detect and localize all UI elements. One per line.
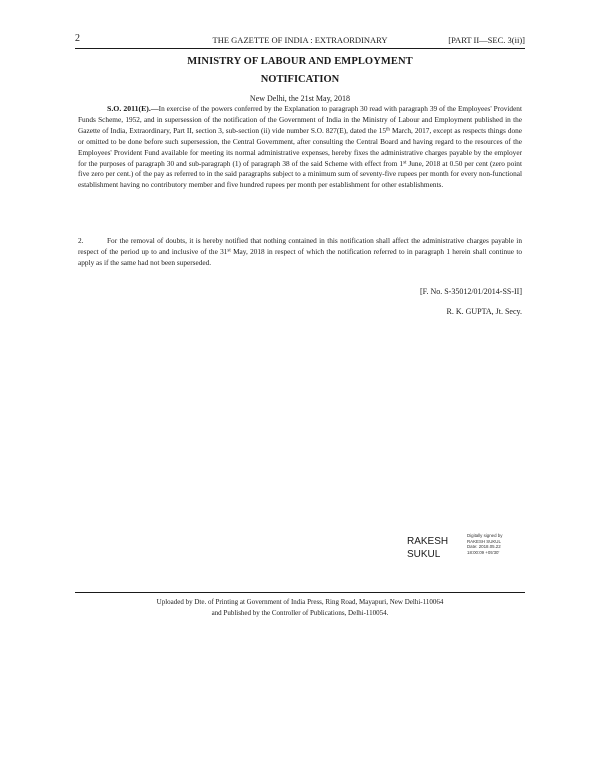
- signature-info-line: Digitally signed by: [467, 533, 503, 538]
- paragraph-2-text-a: For the removal of doubts, it is hereby notified that nothing contained in this notification shall affect the administrative charges payable in respect of the period up to and inclusive of the 31: [78, 236, 522, 256]
- paragraph-1: [78, 104, 522, 191]
- digital-signature-name: [407, 535, 448, 561]
- footer-line-1: Uploaded by Dte. of Printing at Government of India Press, Ring Road, Mayapuri, New Delhi-110064: [156, 598, 444, 606]
- signature-info-line: Date: 2018.05.22: [467, 544, 501, 550]
- signature-name-line-2: SUKUL: [407, 549, 441, 560]
- signature-name-line-1: RAKESH: [407, 536, 449, 547]
- header-rule: [75, 48, 525, 49]
- page-number: 2: [75, 33, 80, 44]
- superscript-st: st: [227, 248, 231, 254]
- gazette-title: THE GAZETTE OF INDIA : EXTRAORDINARY: [212, 35, 388, 45]
- page-footer: [0, 597, 600, 618]
- paragraph-2: [78, 236, 522, 269]
- paragraph-2-text-b: May, 2018 in respect of which the notification referred to in paragraph 1 herein shall continue to apply as if the same had not been superseded.: [78, 246, 523, 267]
- page-header: [75, 33, 525, 47]
- file-reference: [F. No. S-35012/01/2014-SS-II]: [419, 287, 522, 296]
- notification-heading: NOTIFICATION: [260, 74, 340, 85]
- footer-line-2: and Published by the Controller of Publications, Delhi-110054.: [211, 608, 389, 617]
- gazette-part: [PART II—SEC. 3(ii)]: [448, 35, 525, 45]
- place-date: New Delhi, the 21st May, 2018: [249, 94, 351, 103]
- signatory: R. K. GUPTA, Jt. Secy.: [446, 307, 522, 316]
- signature-info-line: RAKESH SUKUL: [467, 538, 501, 544]
- paragraph-1-text-a: In exercise of the powers conferred by the Explanation to paragraph 30 read with paragraph 39 of the Employees' Provident Funds Scheme, 1952, and in supersession of the notification of the Government of India in the Ministry of Labour and Employment published in the Gazette of India, Extraordinary, Part II, section 3, sub-section (ii) vide number S.O. 827(E), dated the 15: [78, 104, 522, 135]
- superscript-st: st: [403, 159, 407, 165]
- digital-signature-info: [467, 533, 502, 555]
- footer-rule: [75, 592, 525, 593]
- so-number: S.O. 2011(E).—: [107, 104, 159, 113]
- superscript-th: th: [386, 127, 390, 133]
- paragraph-2-number: 2.: [78, 236, 84, 245]
- ministry-heading: MINISTRY OF LABOUR AND EMPLOYMENT: [187, 56, 413, 67]
- paragraph-1-text-b: March, 2017, except as respects things done or omitted to be done before such supersession, the Central Government, after consulting the Central Board and having regard to the resources of the Employees' Provident Fund available for meeting its normal administrative expenses, hereby fixes the administrative charges payable by the employer for the purposes of paragraph 30 and sub-paragraph (1) of paragraph 38 of the said Scheme with effect from 1: [78, 125, 523, 168]
- signature-info-line: 18:00:09 +05'30': [467, 549, 500, 555]
- paragraph-1-text-c: June, 2018 at 0.50 per cent (zero point five zero per cent.) of the pay as referred to in the said paragraphs subject to a minimum sum of seventy-five rupees per month for every non-functional establishment having no contributory member and five hundred rupees per month per establishment for other establishments.: [78, 158, 522, 190]
